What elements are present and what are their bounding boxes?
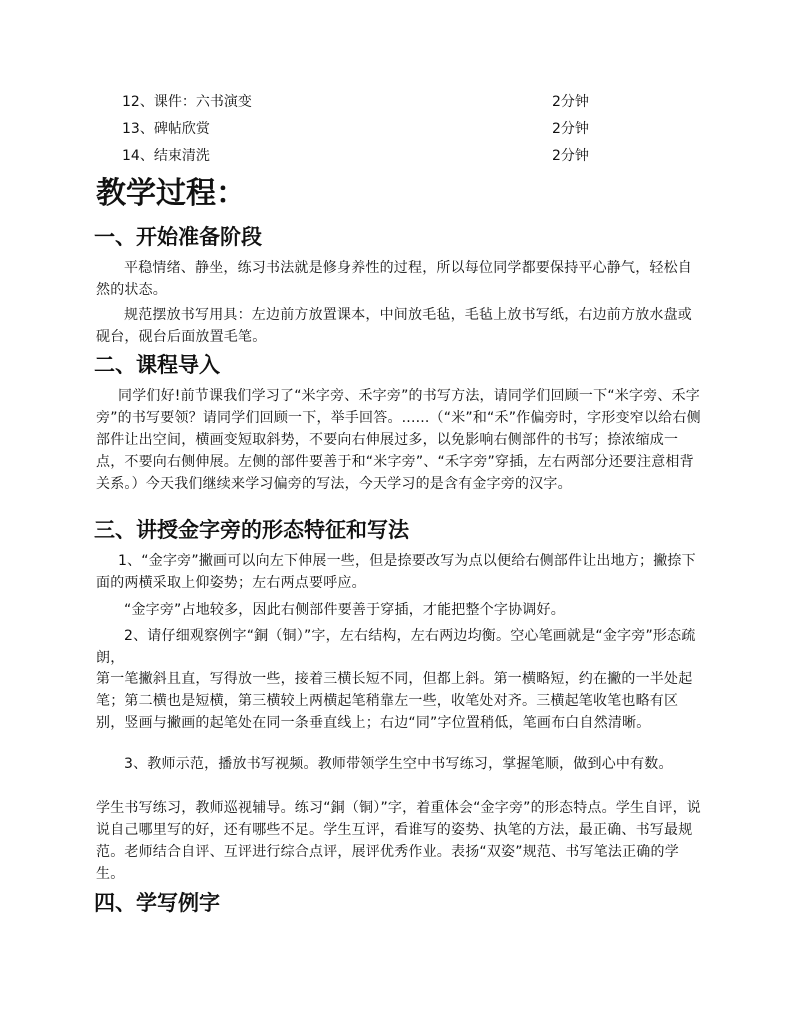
paragraph: 学生书写练习，教师巡视辅导。练习“銅（铜）”字，着重体会“金字旁”的形态特点。学生自评，说说自己哪里写的好，还有哪些不足。学生互评，看谁写的姿势、执笔的方法，最正确、书写最规范。老师结合自评、互评进行综合点评，展评优秀作业。表扬“双姿”规范、书写笔法正确的学生。 xyxy=(96,800,702,882)
paragraph: 平稳情绪、静坐，练习书法就是修身养性的过程，所以每位同学都要保持平心静气，轻松自然的状态。 xyxy=(96,260,692,298)
paragraph: 同学们好!前节课我们学习了“米字旁、禾字旁”的书写方法，请同学们回顾一下“米字旁、禾字旁”的书写要领？请同学们回顾一下，举手回答。......（“米”和“禾”作偏旁时，字形变窄以给右侧部件让出空间，横画变短取斜势，不要向右伸展过多，以免影响右侧部件的书写；捺浓缩成一点，不要向右侧伸展。左侧的部件要善于和“米字旁”、“禾字旁”穿插，左右两部分还要注意相背关系。）今天我们继续来学习偏旁的写法，今天学习的是含有金字旁的汉字。 xyxy=(96,388,701,492)
paragraph: 1、“金字旁”撇画可以向左下伸展一些，但是捺要改写为点以便给右侧部件让出地方；撇捺下面的两横采取上仰姿势；左右两点要呼应。 xyxy=(96,553,696,591)
paragraph: 规范摆放书写用具：左边前方放置课本，中间放毛毡，毛毡上放书写纸，右边前方放水盘或砚台，砚台后面放置毛笔。 xyxy=(96,307,692,345)
schedule-item-label: 13、碑帖欣赏 xyxy=(122,121,210,137)
paragraph: 第一笔撇斜且直，写得放一些，接着三横长短不同，但都上斜。第一横略短，约在撇的一半处起笔；第二横也是短横，第三横较上两横起笔稍靠左一些，收笔处对齐。三横起笔收笔也略有区别，竖画与撇画的起笔处在同一条垂直线上；右边“同”字位置稍低，笔画布白自然清晰。 xyxy=(96,671,693,731)
section-heading-jin-radical: 三、讲授金字旁的形态特征和写法 xyxy=(94,517,409,542)
schedule-row xyxy=(122,145,602,167)
schedule-item-time: 2分钟 xyxy=(552,94,589,110)
schedule-item-time: 2分钟 xyxy=(552,148,589,164)
schedule-row xyxy=(122,91,602,113)
paragraph: 2、请仔细观察例字“銅（铜）”字，左右结构，左右两边均衡。空心笔画就是“金字旁”形态疏朗， xyxy=(96,628,696,666)
schedule-row xyxy=(122,118,602,140)
paragraph: 3、教师示范，播放书写视频。教师带领学生空中书写练习，掌握笔顺，做到心中有数。 xyxy=(124,756,673,772)
main-title: 教学过程： xyxy=(96,176,246,211)
schedule-item-label: 12、课件：六书演变 xyxy=(122,94,252,110)
section-heading-introduction: 二、课程导入 xyxy=(94,352,220,377)
section-heading-preparation: 一、开始准备阶段 xyxy=(94,224,262,249)
paragraph: “金字旁”占地较多，因此右侧部件要善于穿插，才能把整个字协调好。 xyxy=(124,602,565,618)
schedule-item-time: 2分钟 xyxy=(552,121,589,137)
section-heading-example-characters: 四、学写例字 xyxy=(94,890,220,915)
schedule-item-label: 14、结束清洗 xyxy=(122,148,210,164)
